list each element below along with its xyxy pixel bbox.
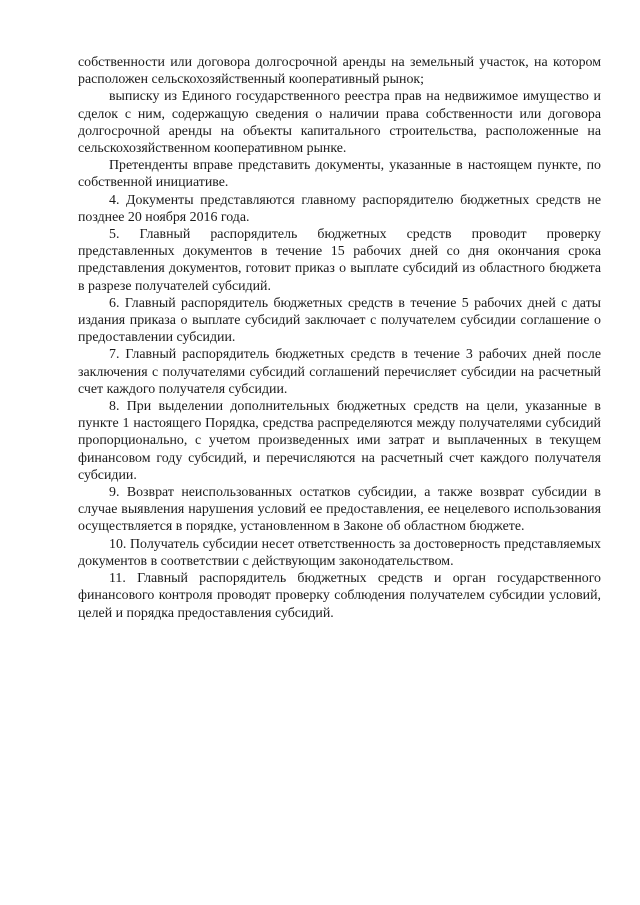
paragraph-item-8: 8. При выделении дополнительных бюджетных средств на цели, указанные в пункте 1 настоящего Порядка, средства распределяются между получателями субсидий пропорционально, с учетом произведенных ими затрат и выплаченных в текущем финансовом году субсидий, и перечисляются на расчетный счет каждого получателя субсидии. (78, 399, 601, 483)
paragraph-item-9: 9. Возврат неиспользованных остатков субсидии, а также возврат субсидии в случае выявления нарушения условий ее предоставления, ее нецелевого использования осуществляется в порядке, установленном в Законе об областном бюджете. (78, 485, 601, 535)
paragraph-item-5: 5. Главный распорядитель бюджетных средств проводит проверку представленных документов в течение 15 рабочих дней со дня окончания срока представления документов, готовит приказ о выплате субсидий из областного бюджета в разрезе получателей субсидий. (78, 227, 601, 294)
paragraph-item-7: 7. Главный распорядитель бюджетных средств в течение 3 рабочих дней после заключения с получателями субсидий соглашений перечисляет субсидии на расчетный счет каждого получателя субсидии. (78, 347, 601, 397)
paragraph-continuation: собственности или договора долгосрочной аренды на земельный участок, на котором расположен сельскохозяйственный кооперативный рынок; (78, 55, 601, 88)
paragraph-extract-registry: выписку из Единого государственного реестра прав на недвижимое имущество и сделок с ним, содержащую сведения о наличии права собственности или договора долгосрочной аренды на объекты капитального строительства, расположенные на сельскохозяйственном кооперативном рынке. (78, 89, 601, 157)
paragraph-item-10: 10. Получатель субсидии несет ответственность за достоверность представляемых документов в соответствии с действующим законодательством. (78, 536, 601, 569)
document-page (78, 54, 601, 622)
paragraph-applicants-right: Претенденты вправе представить документы, указанные в настоящем пункте, по собственной инициативе. (78, 158, 601, 191)
paragraph-item-11: 11. Главный распорядитель бюджетных средств и орган государственного финансового контроля проводят проверку соблюдения получателем субсидии условий, целей и порядка предоставления субсидий. (78, 571, 601, 621)
paragraph-item-4: 4. Документы представляются главному распорядителю бюджетных средств не позднее 20 ноября 2016 года. (78, 192, 601, 225)
paragraph-item-6: 6. Главный распорядитель бюджетных средств в течение 5 рабочих дней с даты издания приказа о выплате субсидий заключает с получателем субсидии соглашение о предоставлении субсидии. (78, 295, 601, 346)
